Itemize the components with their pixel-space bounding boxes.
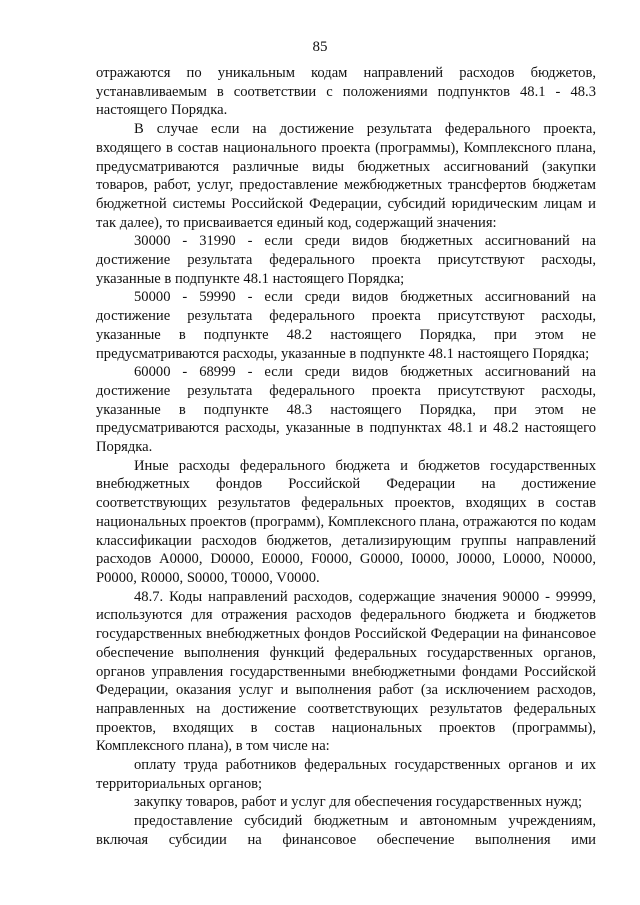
paragraph-code-range-50000: 50000 - 59990 - если среди видов бюджетных ассигнований на достижение результата федерального проекта присутствуют расходы, указанные в подпункте 48.2 настоящего Порядка, при этом не предусматриваются расходы, указанные в подпункте 48.1 настоящего Порядка; (96, 289, 596, 362)
paragraph-code-range-60000: 60000 - 68999 - если среди видов бюджетных ассигнований на достижение результата федерального проекта присутствуют расходы, указанные в подпункте 48.3 настоящего Порядка, при этом не предусматриваются расходы, указанные в подпунктах 48.1 и 48.2 настоящего Порядка. (96, 364, 596, 456)
page-number: 85 (312, 39, 328, 55)
list-item-salary: оплату труда работников федеральных государственных органов и их территориальных органов; (96, 757, 596, 792)
paragraph-single-code-rule: В случае если на достижение результата федерального проекта, входящего в состав национального проекта (программы), Комплексного плана, предусматриваются различные виды бюджетных ассигнований (закупки товаров, работ, услуг, предоставление межбюджетных трансфертов бюджетам бюджетной системы Российской Федерации, субсидий юридическим лицам и так далее), то присваивается единый код, содержащий значения: (96, 121, 596, 231)
paragraph-48-7: 48.7. Коды направлений расходов, содержащие значения 90000 - 99999, используются для отражения расходов федерального бюджета и бюджетов государственных внебюджетных фондов Российской Федерации на финансовое обеспечение выполнения функций федеральных государственных органов, органов управления государственными внебюджетными фондами Российской Федерации, оказания услуг и выполнения работ (за исключением расходов, направленных на достижение соответствующих результатов федеральных проектов, входящих в состав национальных проектов (программы), Комплексного плана), в том числе на: (96, 588, 596, 755)
paragraph-code-range-30000: 30000 - 31990 - если среди видов бюджетных ассигнований на достижение результата федерального проекта присутствуют расходы, указанные в подпункте 48.1 настоящего Порядка; (96, 233, 596, 287)
list-item-subsidies: предоставление субсидий бюджетным и автономным учреждениям, включая субсидии на финансовое обеспечение выполнения ими (96, 813, 596, 848)
paragraph-other-expenses: Иные расходы федерального бюджета и бюджетов государственных внебюджетных фондов Российской Федерации на достижение соответствующих результатов федеральных проектов, входящих в состав национальных проектов (программ), Комплексного плана, отражаются по кодам классификации расходов бюджетов, детализирующим группы направлений расходов A0000, D0000, E0000, F0000, G0000, I0000, J0000, L0000, N0000, P0000, R0000, S0000, T0000, V0000. (96, 457, 596, 586)
list-item-procurement: закупку товаров, работ и услуг для обеспечения государственных нужд; (134, 794, 583, 811)
document-body (96, 64, 596, 850)
paragraph-continuation: отражаются по уникальным кодам направлений расходов бюджетов, устанавливаемым в соответствии с положениями подпунктов 48.1 - 48.3 настоящего Порядка. (96, 65, 596, 119)
